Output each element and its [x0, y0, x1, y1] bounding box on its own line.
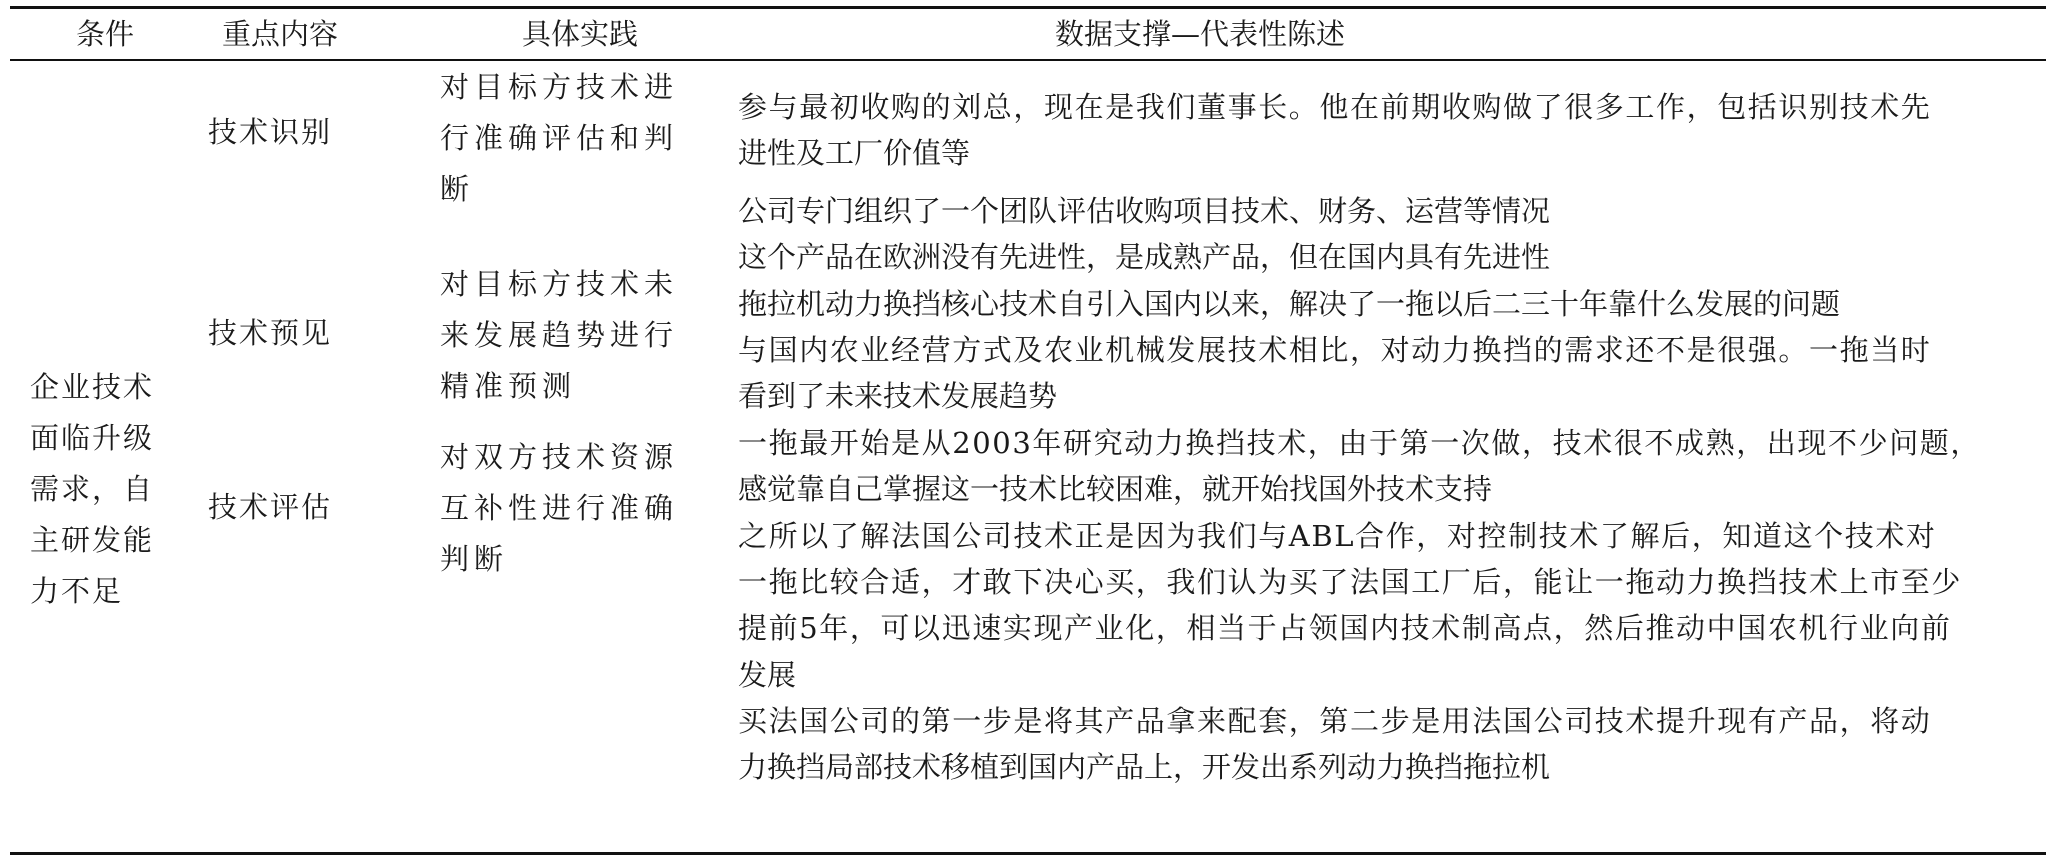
evidence-line: 公司专门组织了一个团队评估收购项目技术、财务、运营等情况 — [738, 193, 1551, 228]
evidence-line: 与国内农业经营方式及农业机械发展技术相比，对动力换挡的需求还不是很强。一拖当时 — [738, 332, 1932, 367]
header-evidence: 数据支撑—代表性陈述 — [1054, 17, 1345, 51]
evidence-line: 提前5年，可以迅速实现产业化，相当于占领国内技术制高点，然后推动中国农机行业向前 — [738, 611, 1952, 646]
evidence-line: 买法国公司的第一步是将其产品拿来配套，第二步是用法国公司技术提升现有产品，将动 — [738, 704, 1932, 739]
evidence-line: 参与最初收购的刘总，现在是我们董事长。他在前期收购做了很多工作，包括识别技术先 — [738, 90, 1932, 124]
evidence-line: 拖拉机动力换挡核心技术自引入国内以来，解决了一拖以后二三十年靠什么发展的问题 — [738, 286, 1841, 321]
practice-cell-evaluation: 对双方技术资源互补性进行准确判断 — [440, 440, 679, 576]
evidence-line: 这个产品在欧洲没有先进性，是成熟产品，但在国内具有先进性 — [738, 240, 1551, 275]
table-bottom-rule — [10, 852, 2046, 855]
header-practice: 具体实践 — [521, 17, 638, 51]
evidence-table — [10, 0, 2046, 864]
focus-cell-evaluation: 技术评估 — [208, 490, 333, 524]
evidence-line: 之所以了解法国公司技术正是因为我们与ABL合作，对控制技术了解后，知道这个技术对 — [738, 518, 1937, 553]
focus-cell-foresight: 技术预见 — [208, 316, 333, 350]
table-top-rule — [10, 6, 2046, 9]
condition-cell: 企业技术面临升级需求，自主研发能力不足 — [30, 370, 155, 608]
evidence-line: 看到了未来技术发展趋势 — [738, 379, 1058, 414]
evidence-line: 发展 — [738, 657, 797, 692]
practice-cell-foresight: 对目标方技术未来发展趋势进行精准预测 — [440, 267, 679, 403]
focus-cell-identification: 技术识别 — [208, 115, 333, 149]
evidence-line: 力换挡局部技术移植到国内产品上，开发出系列动力换挡拖拉机 — [738, 750, 1551, 785]
evidence-cell — [738, 84, 2034, 791]
practice-cell-identification: 对目标方技术进行准确评估和判断 — [440, 70, 679, 206]
evidence-line: 一拖最开始是从2003年研究动力换挡技术，由于第一次做，技术很不成熟，出现不少问题， — [738, 425, 1982, 460]
table-header-rule — [10, 59, 2046, 61]
header-focus: 重点内容 — [221, 17, 338, 51]
evidence-line: 进性及工厂价值等 — [738, 136, 971, 171]
header-condition: 条件 — [75, 17, 134, 51]
evidence-line: 一拖比较合适，才敢下决心买，我们认为买了法国工厂后，能让一拖动力换挡技术上市至少 — [738, 564, 1963, 599]
evidence-line: 感觉靠自己掌握这一技术比较困难，就开始找国外技术支持 — [738, 472, 1493, 507]
